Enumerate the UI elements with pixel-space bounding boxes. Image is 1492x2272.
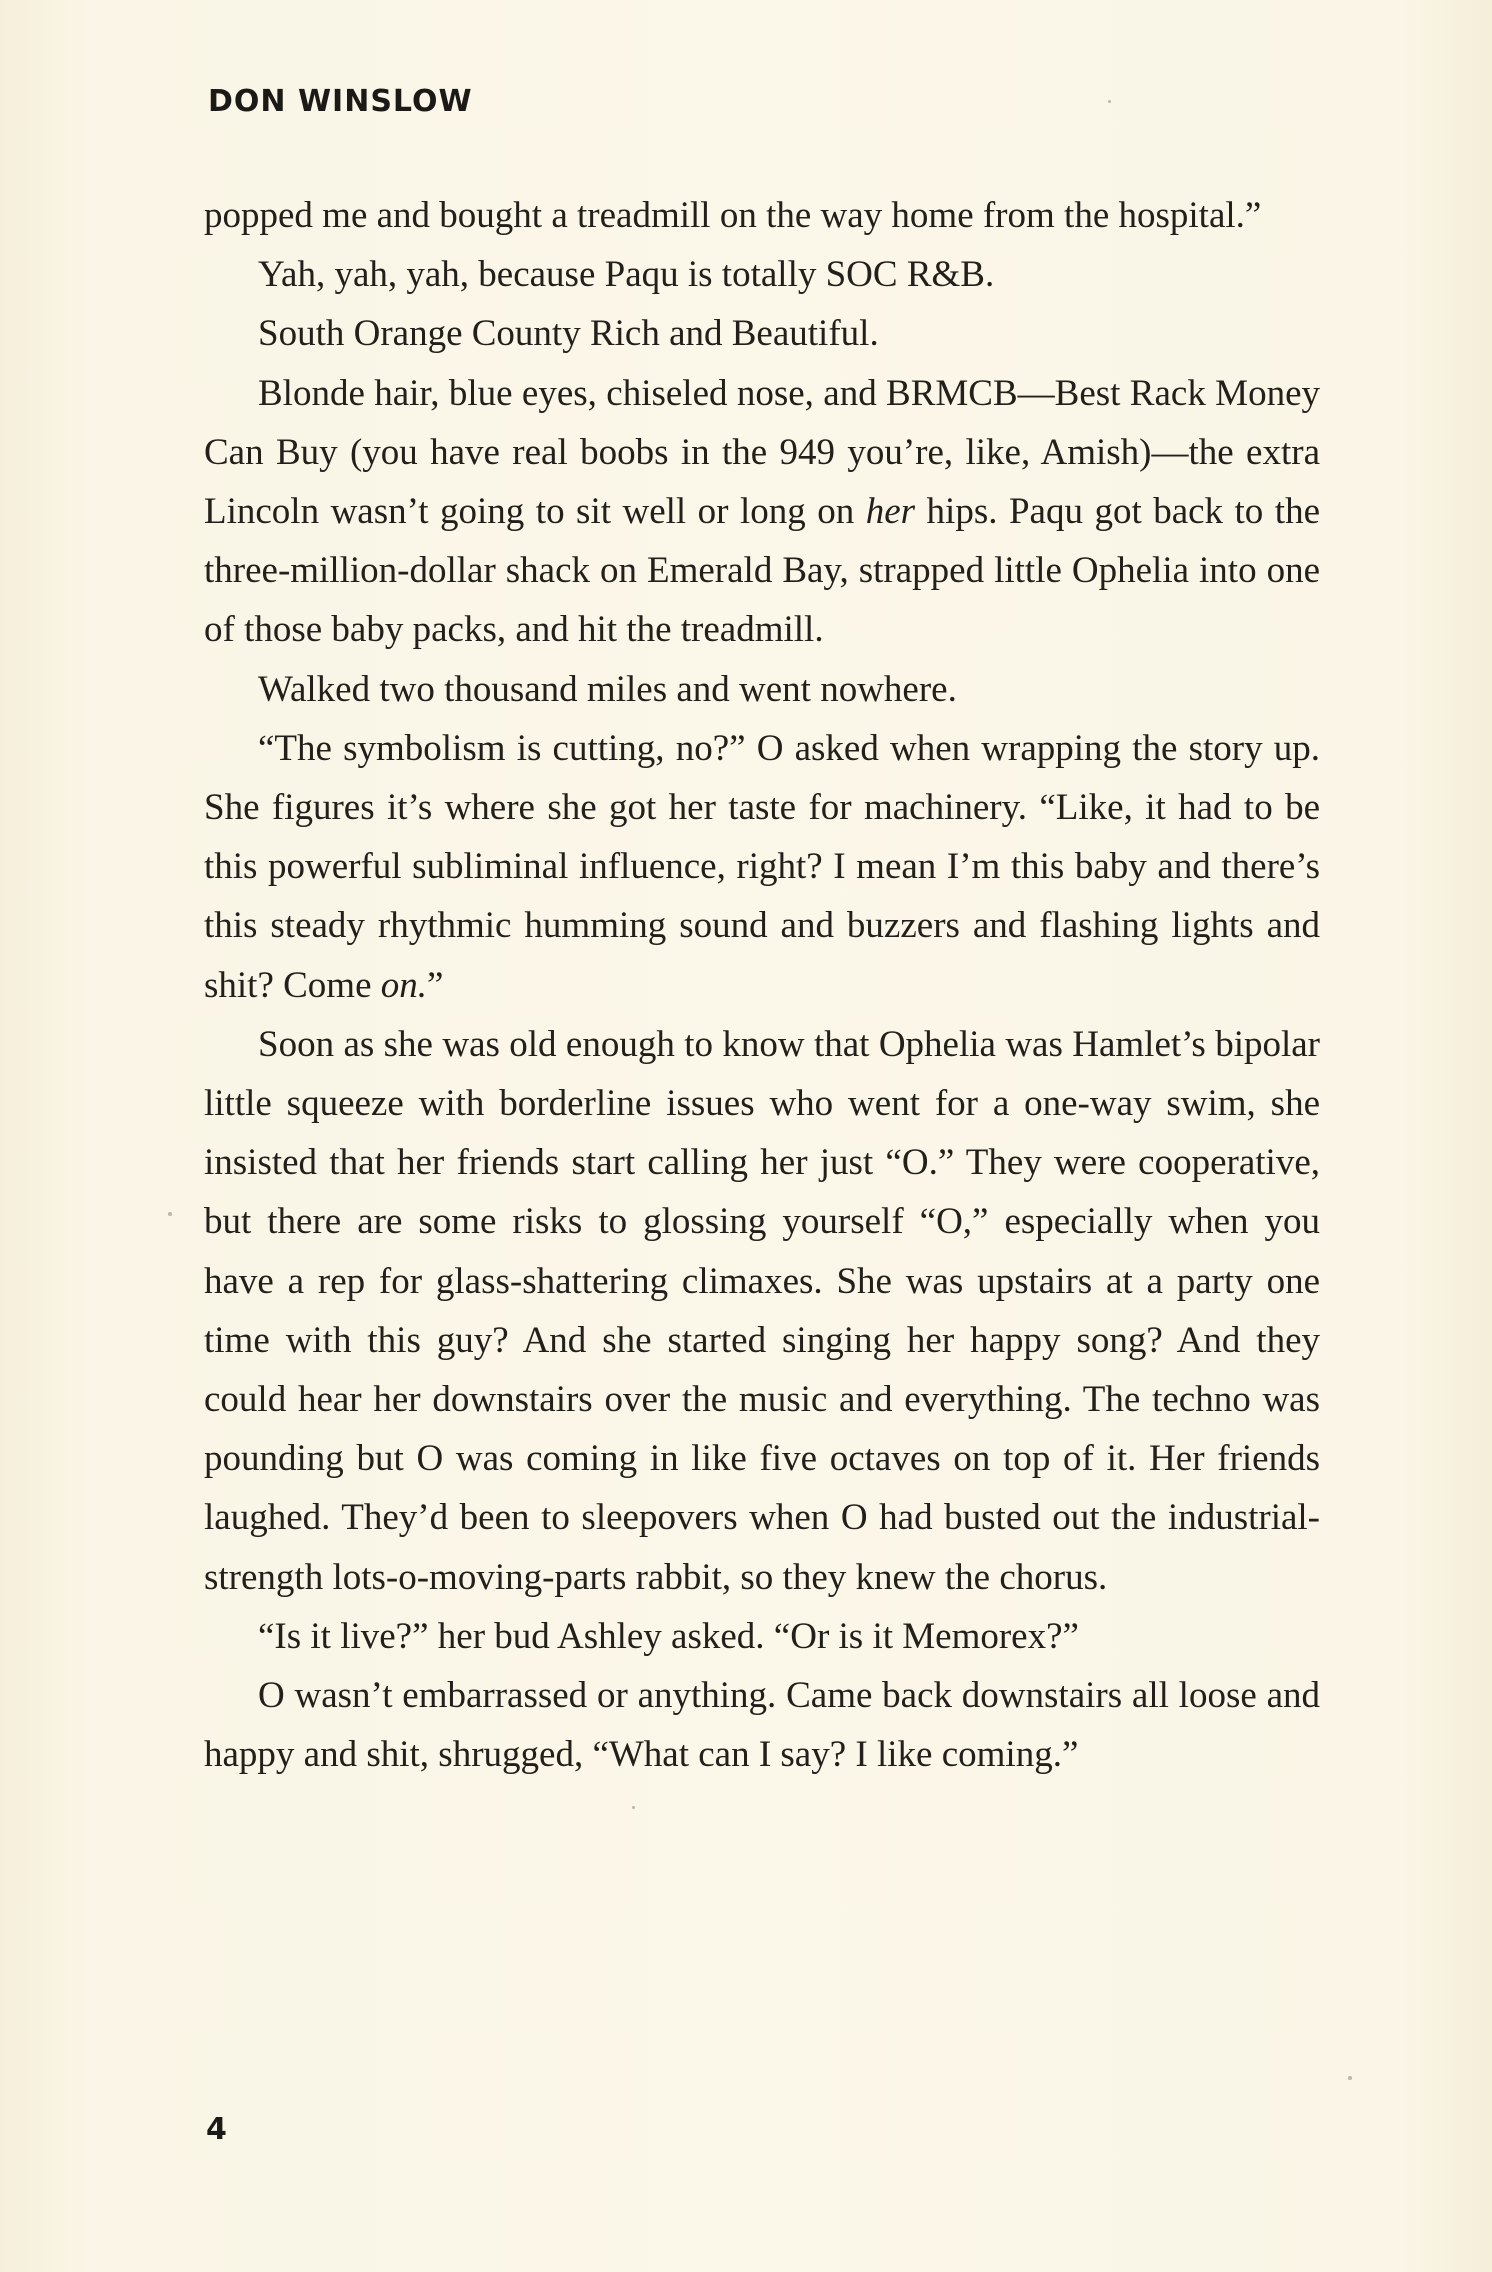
paragraph xyxy=(204,304,1320,363)
paragraph xyxy=(204,1607,1320,1666)
text-run: “The symbolism is cutting, no?” O asked when wrapping the story up. She figures it’s where she got her taste for machinery. “Like, it had to be this powerful subliminal influence, right? I mean I’m this baby and there’s this steady rhythmic humming sound and buzzers and flashing lights and shit? Come xyxy=(204,727,1320,1006)
text-run: Walked two thousand miles and went nowhere. xyxy=(258,668,957,710)
running-head: DON WINSLOW xyxy=(208,84,473,119)
text-run: “Is it live?” her bud Ashley asked. “Or is it Memorex?” xyxy=(258,1615,1079,1657)
text-run: Yah, yah, yah, because Paqu is totally SOC R&B. xyxy=(258,254,995,296)
paragraph xyxy=(204,1015,1320,1607)
paragraph xyxy=(204,660,1320,719)
body-text xyxy=(204,186,1320,1784)
text-run: South Orange County Rich and Beautiful. xyxy=(258,313,879,355)
italic-run: her xyxy=(865,491,916,533)
text-run: hips. Paqu got back to the three-million-dollar shack on Emerald Bay, strapped little Ophelia into one of those baby packs, and hit the treadmill. xyxy=(204,491,1320,651)
paper-speck xyxy=(1108,100,1111,103)
text-run: ” xyxy=(427,964,444,1006)
paragraph xyxy=(204,186,1320,245)
paper-speck xyxy=(168,1212,172,1216)
text-run: popped me and bought a treadmill on the way home from the hospital.” xyxy=(204,195,1262,236)
paragraph xyxy=(204,364,1320,660)
text-run: Blonde hair, blue eyes, chiseled nose, and BRMCB—Best Rack Money Can Buy (you have real boobs in the 949 you’re, like, Amish)—the extra Lincoln wasn’t going to sit well or long on xyxy=(204,372,1320,533)
italic-run: on. xyxy=(380,964,428,1006)
text-run: Soon as she was old enough to know that Ophelia was Hamlet’s bipolar little squeeze with borderline issues who went for a one-way swim, she insisted that her friends start calling her just “O.” They were cooperative, but there are some risks to glossing yourself “O,” especially when you have a rep for glass-shattering climaxes. She was upstairs at a party one time with this guy? And she started singing her happy song? And they could hear her downstairs over the music and everything. The techno was pounding but O was coming in like five octaves on top of it. Her friends laughed. They’d been to sleepovers when O had busted out the industrial-strength lots-o-moving-parts rabbit, so they knew the chorus. xyxy=(204,1023,1320,1598)
paragraph xyxy=(204,719,1320,1015)
text-run: O wasn’t embarrassed or anything. Came back downstairs all loose and happy and shit, shrugged, “What can I say? I like coming.” xyxy=(204,1675,1320,1776)
paragraph xyxy=(204,1666,1320,1784)
paragraph xyxy=(204,245,1320,304)
paper-speck xyxy=(1348,2076,1352,2080)
paper-speck xyxy=(632,1806,635,1809)
page-number: 4 xyxy=(206,2112,227,2147)
